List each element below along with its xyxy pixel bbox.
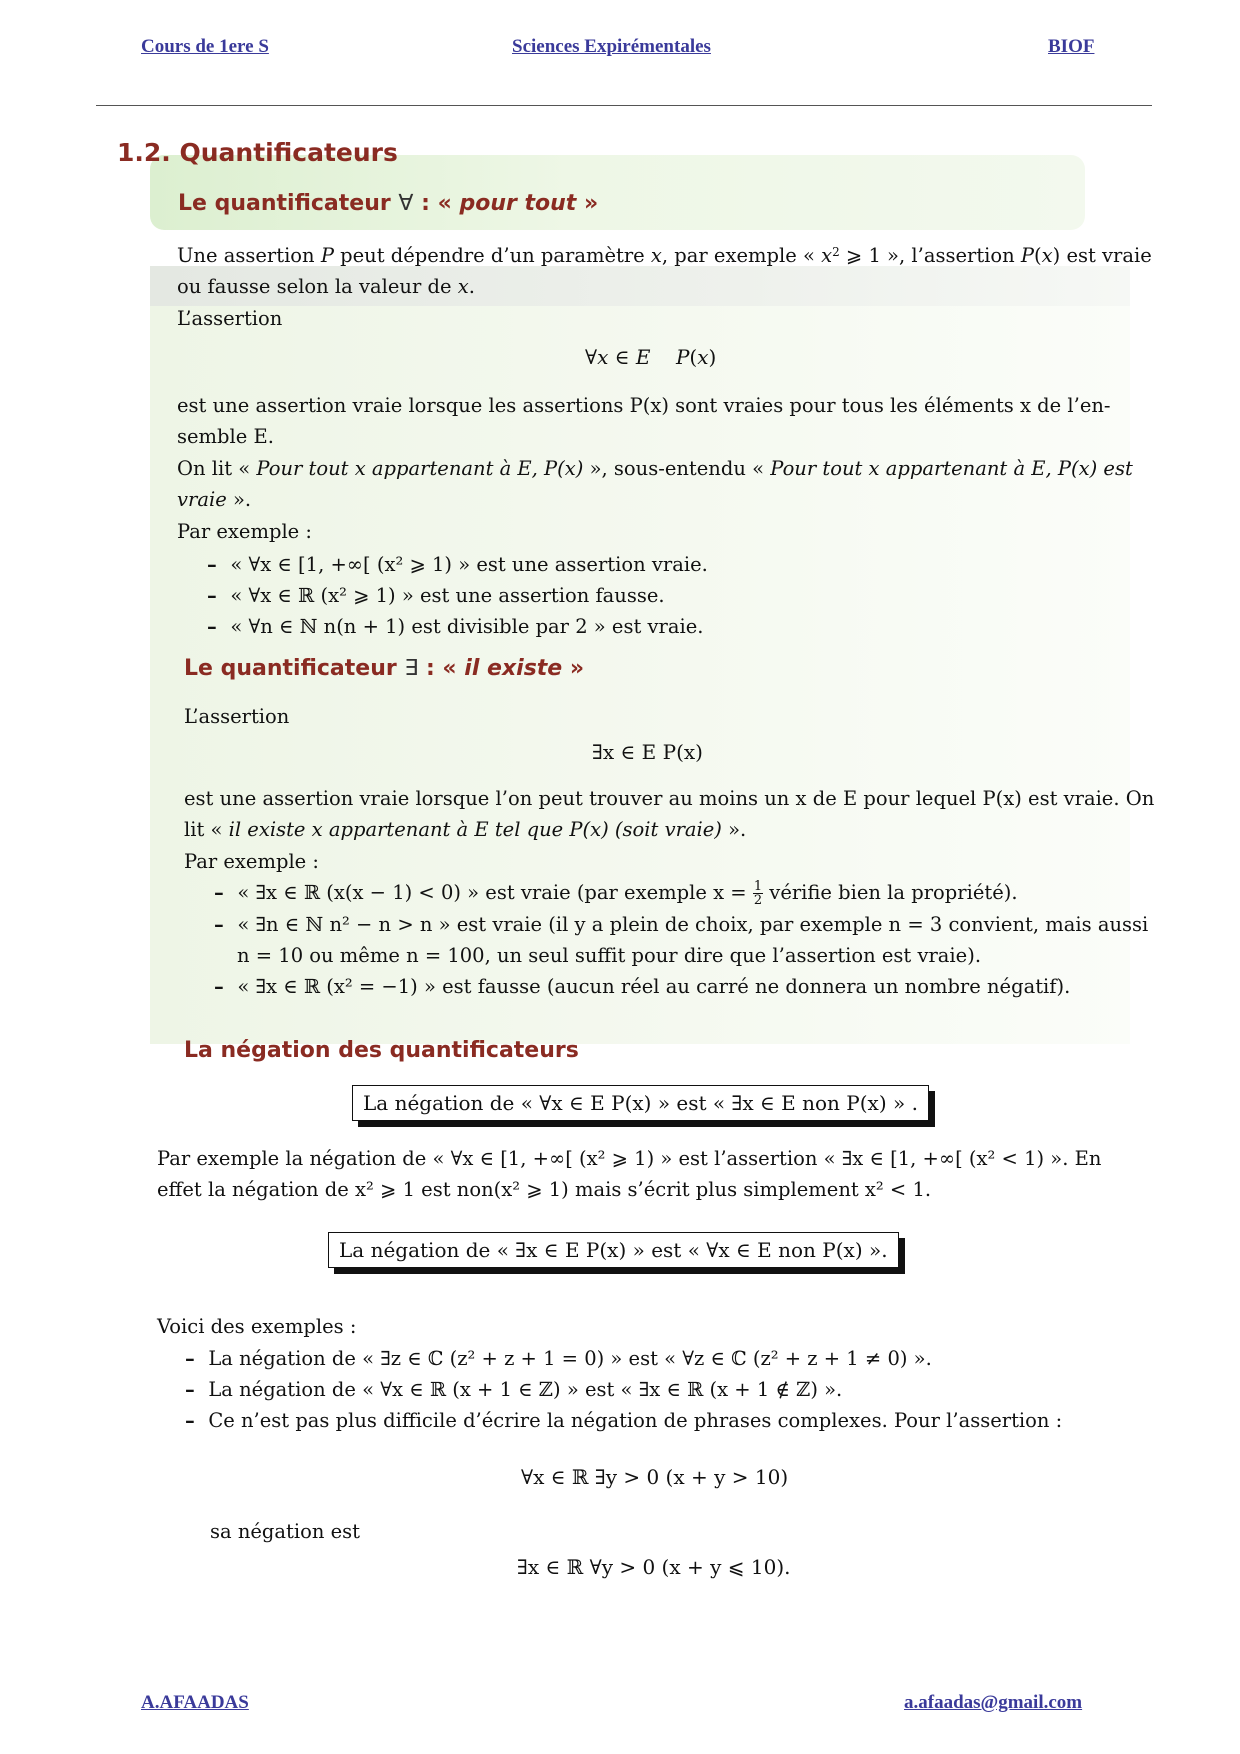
t: E <box>635 345 651 369</box>
t: ou fausse selon la valeur de <box>177 275 458 298</box>
forall-paragraph-1 <box>177 240 1152 271</box>
fraction-one-half <box>753 880 763 907</box>
negation-voici: Voici des exemples : <box>157 1315 357 1338</box>
t: « ∀n ∈ ℕ n(n + 1) est divisible par 2 » est vraie. <box>230 615 704 638</box>
exists-title-italic: il existe <box>464 656 563 681</box>
t: ) <box>708 345 717 369</box>
t: La négation de « ∀x ∈ ℝ (x + 1 ∈ ℤ) » est « ∃x ∈ ℝ (x + 1 ∉ ℤ) ». <box>208 1378 843 1401</box>
t: « ∃x ∈ ℝ (x² = −1) » est fausse (aucun réel au carré ne donnera un nombre négatif). <box>237 975 1071 998</box>
exists-example-3 <box>214 971 1070 1002</box>
t: x <box>1041 244 1053 267</box>
forall-title <box>178 191 598 216</box>
exists-symbol: ∃ <box>404 656 419 681</box>
t: ∈ <box>608 345 636 369</box>
forall-title-sep: : « <box>421 191 460 216</box>
exists-title-end: » <box>562 656 585 681</box>
t: ∀ <box>585 345 598 369</box>
forall-paragraph-1-line2 <box>177 271 475 302</box>
footer-author-link[interactable]: A.AFAADAS <box>141 1692 249 1713</box>
header-course-link[interactable]: Cours de 1ere S <box>141 36 269 57</box>
forall-paragraph-3-line2 <box>177 484 251 515</box>
t: Une assertion <box>177 244 321 267</box>
t: « ∀x ∈ ℝ (x² ⩾ 1) » est une assertion fausse. <box>230 584 665 607</box>
header-biof-link[interactable]: BIOF <box>1048 36 1095 57</box>
t: ( <box>1034 244 1042 267</box>
negation-paragraph-1-line2: effet la négation de x² ⩾ 1 est non(x² ⩾ 1) mais s’écrit plus simplement x² < 1. <box>157 1178 932 1201</box>
t: On lit « <box>177 457 257 480</box>
t: ) est vraie <box>1052 244 1152 267</box>
forall-example-2 <box>207 580 665 611</box>
t: La négation de « ∃z ∈ ℂ (z² + z + 1 = 0) » est « ∀z ∈ ℂ (z² + z + 1 ≠ 0) ». <box>208 1347 932 1370</box>
forall-title-end: » <box>576 191 599 216</box>
t: . <box>468 275 475 298</box>
negation-exists-box: La négation de « ∃x ∈ E P(x) » est « ∀x ∈ E non P(x) ». <box>328 1232 899 1268</box>
t: « ∀x ∈ [1, +∞[ (x² ⩾ 1) » est une assertion vraie. <box>230 553 708 576</box>
negation-paragraph-1: Par exemple la négation de « ∀x ∈ [1, +∞[ (x² ⩾ 1) » est l’assertion « ∃x ∈ [1, +∞[ (x² < 1) ». En <box>157 1147 1102 1170</box>
t: il existe x appartenant à E tel que P(x) (soit vraie) <box>228 818 722 841</box>
forall-paragraph-2: est une assertion vraie lorsque les assertions P(x) sont vraies pour tous les éléments x de l’en- <box>177 394 1111 417</box>
t: Pour tout x appartenant à E, P(x) <box>256 457 584 480</box>
t: x <box>697 345 709 369</box>
bullet: – <box>207 615 231 638</box>
exists-par-exemple: Par exemple : <box>184 850 319 873</box>
t: x <box>597 345 609 369</box>
exists-formula: ∃x ∈ E P(x) <box>592 740 703 764</box>
t: 2 <box>832 245 840 259</box>
forall-title-text: Le quantificateur <box>178 191 391 216</box>
exists-paragraph-1: est une assertion vraie lorsque l’on peut trouver au moins un x de E pour lequel P(x) est vraie. On <box>184 787 1155 810</box>
bullet: – <box>207 553 231 576</box>
t: x <box>821 244 833 267</box>
footer-email-link[interactable]: a.afaadas@gmail.com <box>904 1692 1083 1713</box>
exists-example-1 <box>214 877 1018 908</box>
negation-item-2 <box>185 1374 842 1405</box>
t: 2 <box>753 893 763 908</box>
negation-sa-negation: sa négation est <box>210 1520 360 1543</box>
t: peut dépendre d’un paramètre <box>333 244 651 267</box>
t: « ∃n ∈ ℕ n² − n > n » est vraie (il y a plein de choix, par exemple n = 3 convient, mais aussi <box>237 913 1149 936</box>
exists-title-text: Le quantificateur <box>184 656 397 681</box>
forall-paragraph-3 <box>177 453 1133 484</box>
negation-item-1 <box>185 1343 932 1374</box>
bullet: – <box>214 881 238 904</box>
negation-formula-2: ∃x ∈ ℝ ∀y > 0 (x + y ⩽ 10). <box>517 1555 791 1579</box>
exists-title <box>184 656 584 681</box>
negation-forall-box: La négation de « ∀x ∈ E P(x) » est « ∃x ∈ E non P(x) » . <box>352 1085 929 1121</box>
t: x <box>457 275 469 298</box>
forall-lassertion: L’assertion <box>177 307 283 330</box>
t: « ∃x ∈ ℝ (x(x − 1) < 0) » est vraie (par exemple x = <box>237 881 753 904</box>
t: ». <box>721 818 747 841</box>
t: 1 <box>753 879 763 894</box>
forall-symbol: ∀ <box>398 191 414 216</box>
t: vérifie bien la propriété). <box>763 881 1018 904</box>
t: lit « <box>184 818 229 841</box>
t: vraie <box>177 488 227 511</box>
t: ( <box>689 345 698 369</box>
t: , par exemple « <box>661 244 822 267</box>
negation-title: La négation des quantificateurs <box>184 1038 579 1063</box>
t: x <box>650 244 662 267</box>
forall-formula <box>585 345 716 369</box>
exists-lassertion: L’assertion <box>184 705 290 728</box>
t: », sous-entendu « <box>583 457 771 480</box>
t: ». <box>226 488 252 511</box>
t: ⩾ 1 », l’assertion <box>839 244 1021 267</box>
bullet: – <box>214 913 238 936</box>
forall-example-1 <box>207 549 708 580</box>
exists-paragraph-1-line2 <box>184 814 746 845</box>
header-subject-link[interactable]: Sciences Expirémentales <box>512 36 711 57</box>
exists-title-sep: : « <box>425 656 465 681</box>
bullet: – <box>185 1409 209 1432</box>
t: Pour tout x appartenant à E, P(x) est <box>770 457 1133 480</box>
exists-example-2 <box>214 909 1148 940</box>
bullet: – <box>185 1347 209 1370</box>
negation-formula-1: ∀x ∈ ℝ ∃y > 0 (x + y > 10) <box>521 1465 789 1489</box>
bullet: – <box>207 584 231 607</box>
forall-title-italic: pour tout <box>459 191 577 216</box>
bullet: – <box>214 975 238 998</box>
t: P <box>675 345 690 369</box>
forall-example-3 <box>207 611 703 642</box>
forall-paragraph-2-line2: semble E. <box>177 425 274 448</box>
header-divider <box>96 105 1152 106</box>
t: P <box>320 244 334 267</box>
forall-par-exemple: Par exemple : <box>177 520 312 543</box>
bullet: – <box>185 1378 209 1401</box>
t: Ce n’est pas plus difficile d’écrire la négation de phrases complexes. Pour l’assertion : <box>208 1409 1063 1432</box>
t: P <box>1020 244 1035 267</box>
exists-example-2-line2: n = 10 ou même n = 100, un seul suffit pour dire que l’assertion est vraie). <box>237 944 982 967</box>
negation-item-3 <box>185 1405 1062 1436</box>
section-title: 1.2. Quantificateurs <box>117 138 398 167</box>
